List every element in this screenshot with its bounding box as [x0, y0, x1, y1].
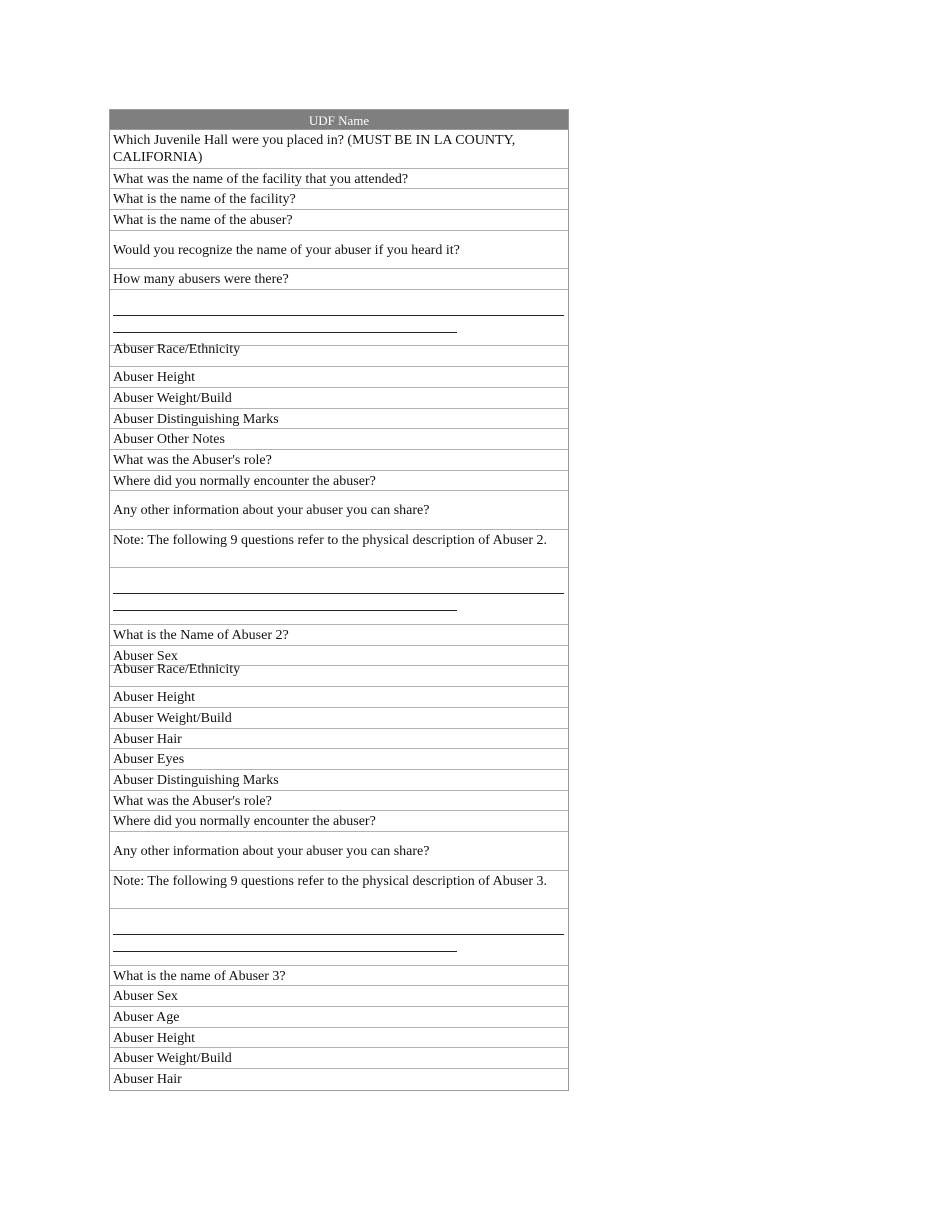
- cell-text: Abuser Hair: [113, 1072, 182, 1087]
- table-row-blank-lines: [110, 290, 568, 347]
- table-row: [110, 491, 568, 530]
- table-row: [110, 791, 568, 812]
- cell-text: What was the Abuser's role?: [113, 793, 272, 809]
- cell-text: What is the name of the abuser?: [113, 212, 293, 228]
- cell-text: Abuser Height: [113, 690, 196, 706]
- underline: [113, 332, 457, 333]
- table-row: [110, 662, 568, 687]
- table-row: [110, 687, 568, 708]
- underline: [113, 593, 564, 594]
- table-row: [110, 429, 568, 450]
- cell-text: Where did you normally encounter the abuser?: [113, 814, 376, 830]
- table-row: [110, 530, 568, 569]
- cell-text: Abuser Race/Ethnicity: [113, 662, 241, 678]
- table-row: [110, 1048, 568, 1069]
- table-row: [110, 450, 568, 471]
- table-row-blank-lines: [110, 909, 568, 966]
- table-row-blank-lines: [110, 568, 568, 625]
- table-row: [110, 471, 568, 492]
- cell-text: Abuser Distinguishing Marks: [113, 411, 279, 427]
- table-row: [110, 1007, 568, 1028]
- table-row: [110, 729, 568, 750]
- table-row: [110, 966, 568, 987]
- table-row: [110, 770, 568, 791]
- udf-table: [109, 109, 569, 1091]
- cell-text: What is the name of Abuser 3?: [113, 968, 286, 984]
- cell-text: Abuser Sex: [113, 989, 178, 1005]
- cell-text: Abuser Weight/Build: [113, 1051, 232, 1067]
- cell-text: Abuser Eyes: [113, 752, 185, 768]
- cell-text: Abuser Age: [113, 1009, 180, 1025]
- table-row: [110, 708, 568, 729]
- cell-text: Any other information about your abuser you can share?: [113, 503, 430, 519]
- table-row: [110, 210, 568, 231]
- table-row: [110, 832, 568, 871]
- cell-text: Any other information about your abuser you can share?: [113, 844, 430, 860]
- table-row: [110, 811, 568, 832]
- table-row: [110, 871, 568, 910]
- table-row: [110, 749, 568, 770]
- table-row: [110, 231, 568, 270]
- cell-text: Abuser Other Notes: [113, 432, 225, 448]
- table-row: [110, 388, 568, 409]
- cell-text: Abuser Weight/Build: [113, 710, 232, 726]
- table-row: [110, 1028, 568, 1049]
- table-row: [110, 409, 568, 430]
- underline: [113, 610, 457, 611]
- table-row: [110, 269, 568, 290]
- cell-text: Note: The following 9 questions refer to the physical description of Abuser 3.: [113, 873, 548, 889]
- table-row: [110, 625, 568, 646]
- underline: [113, 315, 564, 316]
- cell-text: Abuser Weight/Build: [113, 390, 232, 406]
- cell-text: Where did you normally encounter the abuser?: [113, 473, 376, 489]
- table-row: [110, 169, 568, 190]
- table-row: [110, 130, 568, 169]
- cell-text: How many abusers were there?: [113, 272, 289, 288]
- table-row: [110, 367, 568, 388]
- cell-text: Abuser Hair: [113, 731, 182, 747]
- cell-text: Abuser Height: [113, 1030, 196, 1046]
- underline: [113, 934, 564, 935]
- column-header: UDF Name: [110, 110, 568, 130]
- table-row: [110, 986, 568, 1007]
- cell-text: What was the Abuser's role?: [113, 453, 272, 468]
- cell-text: What was the name of the facility that you attended?: [113, 171, 409, 187]
- cell-text: What is the name of the facility?: [113, 192, 296, 208]
- cell-text: Abuser Height: [113, 370, 196, 386]
- cell-text: Abuser Sex: [113, 648, 178, 664]
- cell-text: Abuser Race/Ethnicity: [113, 342, 241, 358]
- cell-text: Which Juvenile Hall were you placed in? (MUST BE IN LA COUNTY, CALIFORNIA): [113, 133, 516, 165]
- table-row: [110, 342, 568, 367]
- cell-text: Would you recognize the name of your abuser if you heard it?: [113, 242, 460, 258]
- underline: [113, 951, 457, 952]
- cell-text: What is the Name of Abuser 2?: [113, 627, 289, 643]
- table-row: [110, 189, 568, 210]
- table-row: [110, 1069, 568, 1090]
- cell-text: Abuser Distinguishing Marks: [113, 773, 279, 788]
- cell-text: Note: The following 9 questions refer to the physical description of Abuser 2.: [113, 532, 548, 548]
